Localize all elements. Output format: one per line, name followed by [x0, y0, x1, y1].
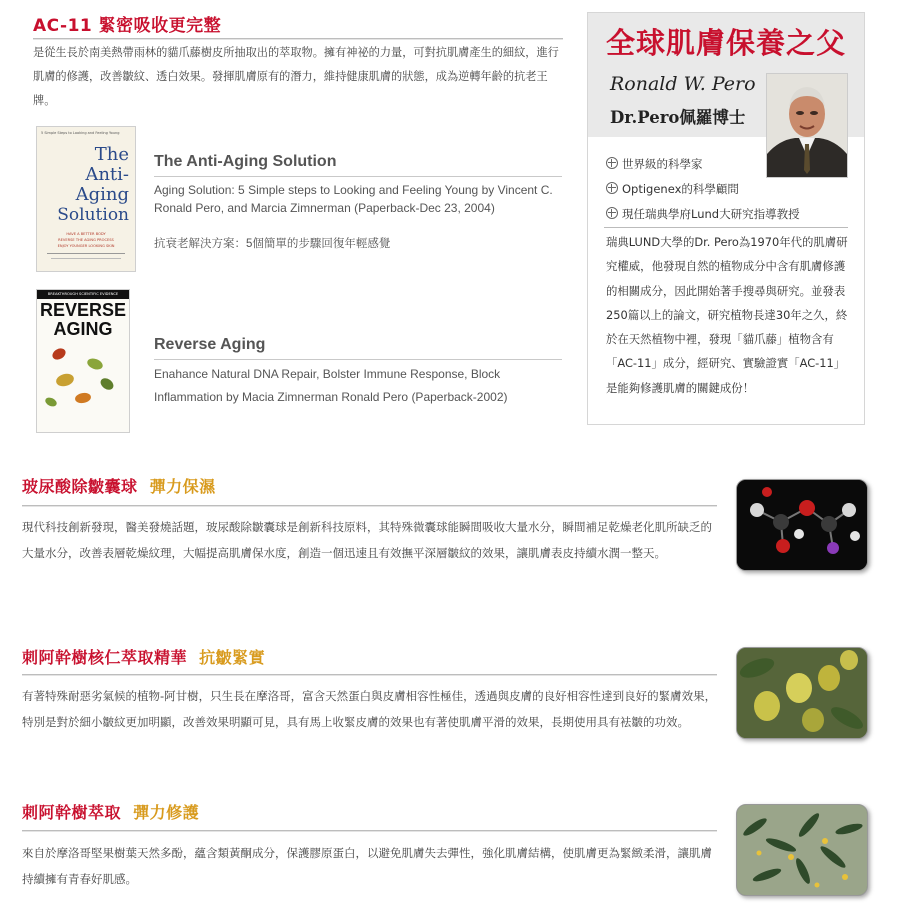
plus-circle-icon [606, 157, 618, 169]
section-body: 來自於摩洛哥堅果樹葉天然多酚，蘊含類黃酮成分，保護膠原蛋白，以避免肌膚失去彈性，強化肌膚結構，使肌膚更為緊緻柔滑，讓肌膚持續擁有青春好肌感。 [22, 846, 712, 886]
plus-circle-icon [606, 182, 618, 194]
leaves-illustration [37, 340, 129, 412]
section-subtitle: 彈力修護 [133, 803, 200, 822]
reverse-aging-cover [36, 289, 130, 433]
cover-title-2: AGING [53, 319, 113, 339]
anti-aging-solution-cover [36, 126, 136, 272]
argan-nuts-image [736, 647, 868, 739]
cover-bullet: HAVE A BETTER BODY [66, 232, 106, 236]
signature: Ronald W. Pero [610, 73, 756, 95]
cover-title-1: The [94, 144, 129, 165]
panel-divider [604, 227, 848, 228]
dr-pero-panel [587, 12, 865, 425]
book-desc-anti-aging: Aging Solution: 5 Simple steps to Looking and Feeling Young by Vincent C. Ronald Pero, and Marcia Zimnerman (Paperback-Dec 23, 2004) [154, 183, 553, 215]
cover-banner: BREAKTHROUGH SCIENTIFIC EVIDENCE [37, 290, 129, 299]
section-body: 現代科技創新發現，醫美發燒話題，玻尿酸除皺囊球是創新科技原料，其特殊微囊球能瞬間吸收大量水分，瞬間補足乾燥老化肌所缺乏的大量水分，改善表層乾燥紋理，大幅提高肌膚保水度，創造一個迅速且有效撫平深層皺紋的效果，讓肌膚表皮持續水潤一整天。 [22, 520, 712, 560]
section-subtitle: 抗皺緊實 [199, 648, 266, 667]
panel-headline: 全球肌膚保養之父 [605, 26, 846, 60]
cover-title-1: REVERSE [39, 300, 127, 320]
doctor-name: Dr.Pero佩羅博士 [610, 108, 746, 127]
section-divider [22, 830, 717, 832]
cover-bullet: ENJOY YOUNGER LOOKING SKIN [57, 244, 115, 248]
credential-bullet: 世界級的科學家 [606, 152, 800, 177]
intro-body: 是從生長於南美熱帶雨林的貓爪藤樹皮所抽取出的萃取物。擁有神祕的力量，可對抗肌膚產生的細紋，進行肌膚的修護，改善皺紋、透白效果。發揮肌膚原有的潛力，維持健康肌膚的狀態，成為逆轉年齡的抗老王牌。 [33, 46, 559, 107]
section-title: 刺阿幹樹核仁萃取精華 抗皺緊實 [22, 648, 266, 667]
credential-bullet: 現任瑞典學府Lund大研究指導教授 [606, 202, 800, 227]
intro-title: AC-11 緊密吸收更完整 [33, 16, 222, 36]
cover-title-2: Anti- [85, 164, 129, 185]
section-subtitle: 彈力保濕 [149, 477, 216, 496]
cover-bullet: REVERSE THE AGING PROCESS [58, 238, 114, 242]
cover-title-4: Solution [57, 205, 129, 225]
intro-divider [33, 38, 563, 40]
cover-tagline: 5 Simple Steps to Looking and Feeling Young [41, 131, 120, 135]
molecule-image [736, 479, 868, 571]
section-divider [22, 674, 717, 676]
book-desc-anti-aging-zh: 抗衰老解決方案：5個簡單的步驟回復年輕感覺 [154, 238, 391, 250]
section-title: 玻尿酸除皺囊球 彈力保濕 [22, 477, 216, 496]
argan-leaves-image [736, 804, 868, 896]
cover-title-3: Aging [75, 184, 129, 205]
section-title: 刺阿幹樹萃取 彈力修護 [22, 803, 200, 822]
section-body: 有著特殊耐惡劣氣候的植物-阿甘樹，只生長在摩洛哥，富含天然蛋白與皮膚相容性極佳，透過與皮膚的良好相容性達到良好的緊膚效果，特別是對於細小皺紋更加明顯，改善效果明顯可見，具有馬上收緊皮膚的效果也有著使肌膚平滑的效果，長期使用具有袪皺的功效。 [22, 689, 717, 729]
book-divider [154, 176, 562, 177]
book-title-reverse-aging: Reverse Aging [154, 336, 266, 353]
book-title-anti-aging: The Anti-Aging Solution [154, 153, 337, 170]
credential-bullet: Optigenex的科學顧問 [606, 177, 800, 202]
plus-circle-icon [606, 207, 618, 219]
book-desc-reverse-aging: Enahance Natural DNA Repair, Bolster Immune Response, Block Inflammation by Macia Zimnerman Ronald Pero (Paperback-2002) [154, 367, 508, 404]
section-divider [22, 505, 717, 507]
book-divider [154, 359, 562, 360]
doctor-bio: 瑞典LUND大學的Dr. Pero為1970年代的肌膚研究權威，他發現自然的植物成分中含有肌膚修護的相關成分，因此開始著手搜尋與研究。並發表250篇以上的論文，研究植物長達30年之久，終於在天然植物中裡，發現「貓爪藤」植物含有「AC-11」成分，經研究、實驗證實「AC-11」是能夠修護肌膚的關鍵成份！ [606, 235, 848, 395]
